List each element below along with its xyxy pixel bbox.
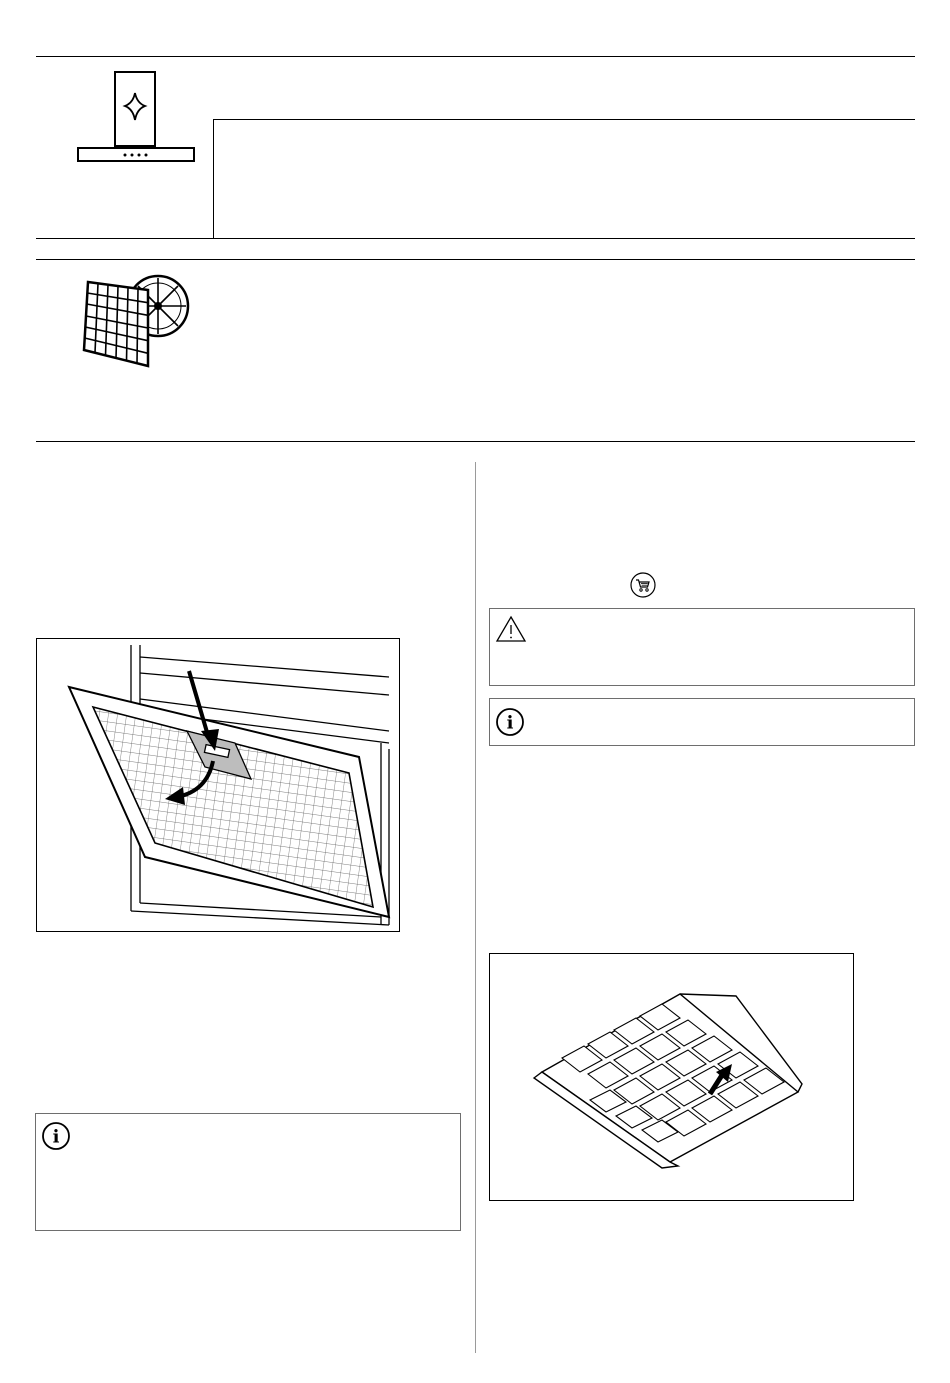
info-symbol: i bbox=[52, 1126, 60, 1148]
table1-bottom-border bbox=[36, 238, 915, 239]
info-note-left bbox=[35, 1113, 461, 1231]
grease-filter-removal-figure bbox=[36, 638, 400, 932]
warning-note bbox=[489, 608, 915, 686]
table1-row-divider bbox=[213, 119, 915, 120]
table1-column-divider bbox=[213, 119, 214, 239]
shopping-cart-icon bbox=[630, 572, 656, 598]
warning-triangle-icon bbox=[495, 615, 527, 643]
info-icon bbox=[41, 1121, 71, 1151]
table1-top-border bbox=[36, 56, 915, 57]
column-divider bbox=[475, 462, 476, 1353]
carbon-filter-fan-icon bbox=[76, 268, 200, 372]
table2-bottom-border bbox=[36, 441, 915, 442]
info-symbol: i bbox=[506, 712, 514, 734]
info-icon bbox=[495, 707, 525, 737]
table2-top-border bbox=[36, 259, 915, 260]
hood-cleaning-icon bbox=[74, 70, 198, 164]
info-note-right bbox=[489, 698, 915, 746]
grease-filter-grid-figure bbox=[489, 953, 854, 1201]
